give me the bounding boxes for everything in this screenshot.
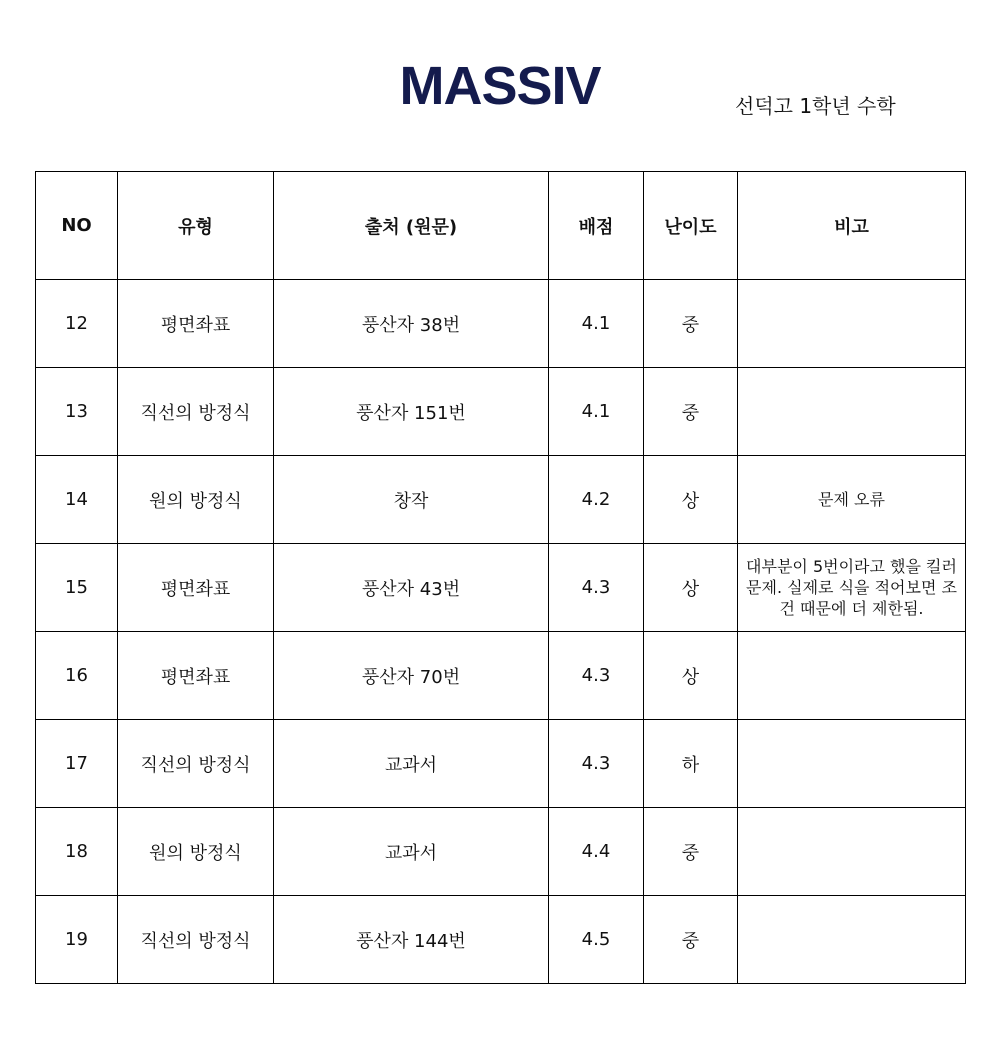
exam-analysis-table bbox=[35, 171, 966, 984]
subtitle: 선덕고 1학년 수학 bbox=[735, 94, 896, 118]
cell-difficulty: 중 bbox=[644, 368, 738, 456]
cell-score: 4.3 bbox=[549, 720, 644, 808]
cell-no: 17 bbox=[36, 720, 118, 808]
table-row bbox=[36, 808, 966, 896]
table-row bbox=[36, 456, 966, 544]
cell-source: 풍산자 43번 bbox=[274, 544, 549, 632]
cell-score: 4.3 bbox=[549, 632, 644, 720]
cell-note bbox=[738, 632, 966, 720]
table-row bbox=[36, 896, 966, 984]
cell-type: 직선의 방정식 bbox=[118, 896, 274, 984]
header-source: 출처 (원문) bbox=[274, 172, 549, 280]
header-no: NO bbox=[36, 172, 118, 280]
cell-source: 교과서 bbox=[274, 720, 549, 808]
cell-score: 4.1 bbox=[549, 368, 644, 456]
cell-score: 4.5 bbox=[549, 896, 644, 984]
cell-score: 4.2 bbox=[549, 456, 644, 544]
cell-difficulty: 중 bbox=[644, 808, 738, 896]
header-difficulty: 난이도 bbox=[644, 172, 738, 280]
table-row bbox=[36, 632, 966, 720]
cell-note bbox=[738, 368, 966, 456]
cell-source: 풍산자 151번 bbox=[274, 368, 549, 456]
cell-note bbox=[738, 896, 966, 984]
cell-difficulty: 상 bbox=[644, 544, 738, 632]
cell-source: 창작 bbox=[274, 456, 549, 544]
cell-source: 교과서 bbox=[274, 808, 549, 896]
cell-score: 4.3 bbox=[549, 544, 644, 632]
table-row bbox=[36, 720, 966, 808]
cell-no: 18 bbox=[36, 808, 118, 896]
cell-difficulty: 상 bbox=[644, 632, 738, 720]
header-type: 유형 bbox=[118, 172, 274, 280]
cell-note: 대부분이 5번이라고 했을 킬러 문제. 실제로 식을 적어보면 조건 때문에 더 제한됨. bbox=[738, 544, 966, 632]
table-row bbox=[36, 544, 966, 632]
cell-score: 4.1 bbox=[549, 280, 644, 368]
cell-score: 4.4 bbox=[549, 808, 644, 896]
cell-difficulty: 중 bbox=[644, 280, 738, 368]
cell-note bbox=[738, 720, 966, 808]
cell-source: 풍산자 144번 bbox=[274, 896, 549, 984]
cell-no: 15 bbox=[36, 544, 118, 632]
logo: MASSIV bbox=[399, 56, 601, 116]
table-row bbox=[36, 368, 966, 456]
table-header-row bbox=[36, 172, 966, 280]
cell-type: 원의 방정식 bbox=[118, 808, 274, 896]
cell-no: 14 bbox=[36, 456, 118, 544]
cell-no: 12 bbox=[36, 280, 118, 368]
table-row bbox=[36, 280, 966, 368]
cell-no: 13 bbox=[36, 368, 118, 456]
cell-type: 원의 방정식 bbox=[118, 456, 274, 544]
cell-no: 19 bbox=[36, 896, 118, 984]
cell-difficulty: 상 bbox=[644, 456, 738, 544]
cell-note: 문제 오류 bbox=[738, 456, 966, 544]
cell-type: 평면좌표 bbox=[118, 280, 274, 368]
cell-source: 풍산자 38번 bbox=[274, 280, 549, 368]
cell-difficulty: 하 bbox=[644, 720, 738, 808]
cell-difficulty: 중 bbox=[644, 896, 738, 984]
cell-source: 풍산자 70번 bbox=[274, 632, 549, 720]
cell-no: 16 bbox=[36, 632, 118, 720]
header-note: 비고 bbox=[738, 172, 966, 280]
cell-note bbox=[738, 808, 966, 896]
cell-type: 평면좌표 bbox=[118, 632, 274, 720]
cell-type: 직선의 방정식 bbox=[118, 368, 274, 456]
header-score: 배점 bbox=[549, 172, 644, 280]
cell-type: 평면좌표 bbox=[118, 544, 274, 632]
cell-note bbox=[738, 280, 966, 368]
cell-type: 직선의 방정식 bbox=[118, 720, 274, 808]
